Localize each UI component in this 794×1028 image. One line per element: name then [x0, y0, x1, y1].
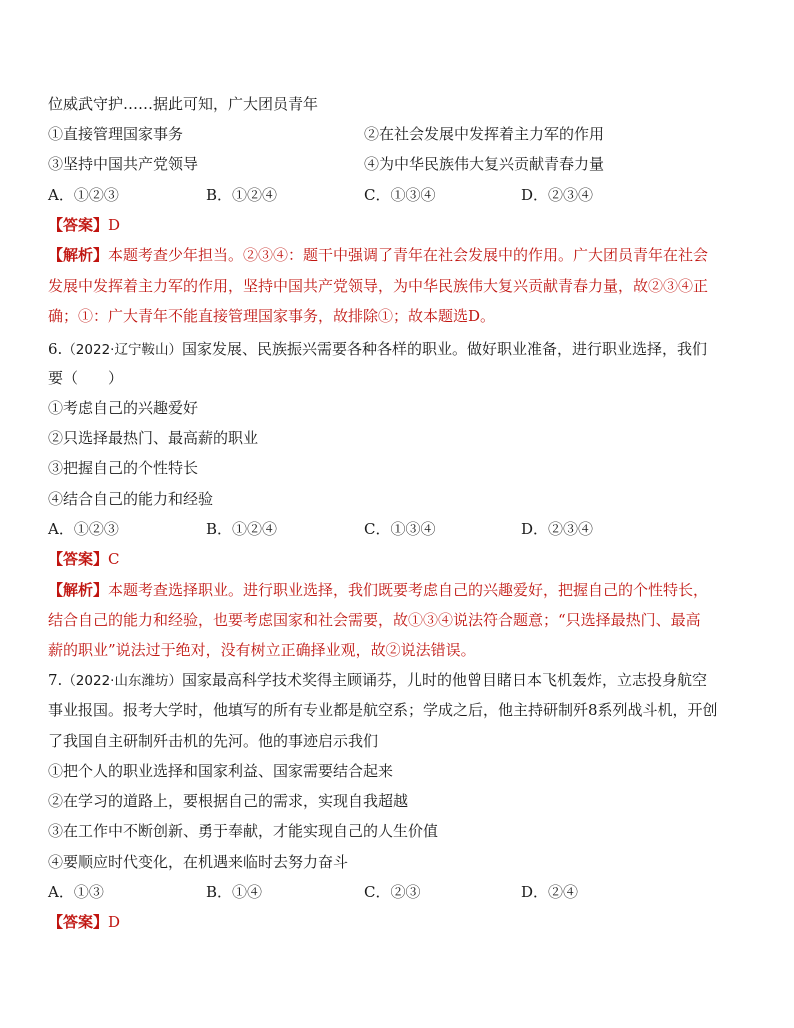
answer-tag: 【答案】	[48, 913, 109, 931]
q6-analysis-line-2: 结合自己的能力和经验，也要考虑国家和社会需要，故①③④说法符合题意；“只选择最热门、最高	[48, 611, 701, 629]
q6-analysis-line-3: 薪的职业”说法过于绝对，没有树立正确择业观，故②说法错误。	[48, 641, 476, 659]
q5-option-a: A．①②③	[48, 186, 119, 204]
q5-option-d: D．②③④	[521, 186, 594, 204]
q6-option-c: C．①③④	[364, 520, 436, 538]
q7-statement-3: ③在工作中不断创新、勇于奉献，才能实现自己的人生价值	[48, 822, 439, 840]
q6-option-b: B．①②④	[206, 520, 278, 538]
q7-source: （2022·山东潍坊）	[62, 673, 182, 689]
q5-answer	[48, 215, 120, 235]
q7-stem-line-1: 7.（2022·山东潍坊）国家最高科学技术奖得主顾诵芬，儿时的他曾目睹日本飞机轰炸，立志投身航空	[48, 671, 707, 689]
q6-analysis-line-1: 【解析】本题考查选择职业。进行职业选择，我们既要考虑自己的兴趣爱好，把握自己的个性特长，	[48, 581, 709, 599]
q5-statement-3: ③坚持中国共产党领导	[48, 155, 199, 173]
q6-answer	[48, 549, 120, 569]
q7-statement-2: ②在学习的道路上，要根据自己的需求，实现自我超越	[48, 792, 409, 810]
q6-source: （2022·辽宁鞍山）	[62, 342, 182, 358]
q6-stem-line-2: 要（ ）	[48, 369, 124, 387]
q5-stem-tail: 位威武守护……据此可知，广大团员青年	[48, 95, 319, 113]
answer-tag: 【答案】	[48, 550, 109, 568]
answer-tag: 【答案】	[48, 216, 109, 234]
analysis-tag: 【解析】	[48, 581, 109, 599]
q5-analysis-line-1: 【解析】本题考查少年担当。②③④：题干中强调了青年在社会发展中的作用。广大团员青年在社会	[48, 246, 709, 264]
q7-option-a: A．①③	[48, 883, 104, 901]
q7-answer	[48, 912, 120, 932]
answer-value: D	[108, 913, 121, 931]
q7-stem-line-3: 了我国自主研制歼击机的先河。他的事迹启示我们	[48, 732, 379, 750]
q7-option-c: C．②③	[364, 883, 421, 901]
analysis-tag: 【解析】	[48, 246, 109, 264]
q6-statement-3: ③把握自己的个性特长	[48, 459, 199, 477]
q5-analysis-line-2: 发展中发挥着主力军的作用，坚持中国共产党领导，为中华民族伟大复兴贡献青春力量，故②③④正	[48, 277, 709, 295]
q5-statement-4: ④为中华民族伟大复兴贡献青春力量	[364, 155, 605, 173]
q7-option-d: D．②④	[521, 883, 579, 901]
q6-statement-2: ②只选择最热门、最高薪的职业	[48, 429, 259, 447]
q6-number: 6.	[48, 340, 63, 358]
answer-value: C	[108, 550, 120, 568]
q6-stem-line-1: 6.（2022·辽宁鞍山）国家发展、民族振兴需要各种各样的职业。做好职业准备，进行职业选择，我们	[48, 340, 707, 358]
q7-stem-line-2: 事业报国。报考大学时，他填写的所有专业都是航空系；学成之后，他主持研制歼8系列战斗机，开创	[48, 701, 718, 719]
q5-option-c: C．①③④	[364, 186, 436, 204]
q7-statement-1: ①把个人的职业选择和国家利益、国家需要结合起来	[48, 762, 394, 780]
q7-number: 7.	[48, 671, 63, 689]
q6-option-a: A．①②③	[48, 520, 119, 538]
q5-statement-1: ①直接管理国家事务	[48, 125, 184, 143]
q5-statement-2: ②在社会发展中发挥着主力军的作用	[364, 125, 605, 143]
q6-statement-1: ①考虑自己的兴趣爱好	[48, 399, 199, 417]
q6-statement-4: ④结合自己的能力和经验	[48, 490, 214, 508]
q5-option-b: B．①②④	[206, 186, 278, 204]
q7-statement-4: ④要顺应时代变化，在机遇来临时去努力奋斗	[48, 853, 349, 871]
q6-option-d: D．②③④	[521, 520, 594, 538]
q5-analysis-line-3: 确；①：广大青年不能直接管理国家事务，故排除①；故本题选D。	[48, 307, 496, 325]
answer-value: D	[108, 216, 121, 234]
q7-option-b: B．①④	[206, 883, 263, 901]
